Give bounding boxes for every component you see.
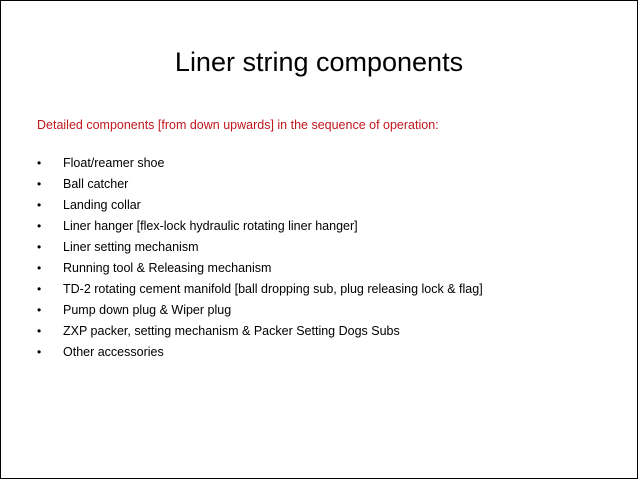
slide-title: Liner string components [174,47,464,77]
bullet-icon: • [37,156,42,170]
bullet-icon: • [37,282,42,296]
bullet-icon: • [37,240,42,254]
bullet-icon: • [37,303,42,317]
list-item-text: Liner setting mechanism [63,240,199,254]
list-item-text: Pump down plug & Wiper plug [63,303,232,317]
list-item-text: TD-2 rotating cement manifold [ball dropping sub, plug releasing lock & flag] [63,282,483,296]
bullet-icon: • [37,261,42,275]
list-item-text: Ball catcher [63,177,129,191]
list-item-text: Running tool & Releasing mechanism [63,261,272,275]
bullet-icon: • [37,198,42,212]
slide-subtitle: Detailed components [from down upwards] in the sequence of operation: [37,118,439,132]
list-item-text: ZXP packer, setting mechanism & Packer Setting Dogs Subs [63,324,400,338]
list-item-text: Landing collar [63,198,141,212]
list-item-text: Float/reamer shoe [63,156,165,170]
bullet-icon: • [37,324,42,338]
list-item-text: Other accessories [63,345,164,359]
list-item-text: Liner hanger [flex-lock hydraulic rotating liner hanger] [63,219,358,233]
bullet-icon: • [37,345,42,359]
bullet-icon: • [37,177,42,191]
bullet-icon: • [37,219,42,233]
